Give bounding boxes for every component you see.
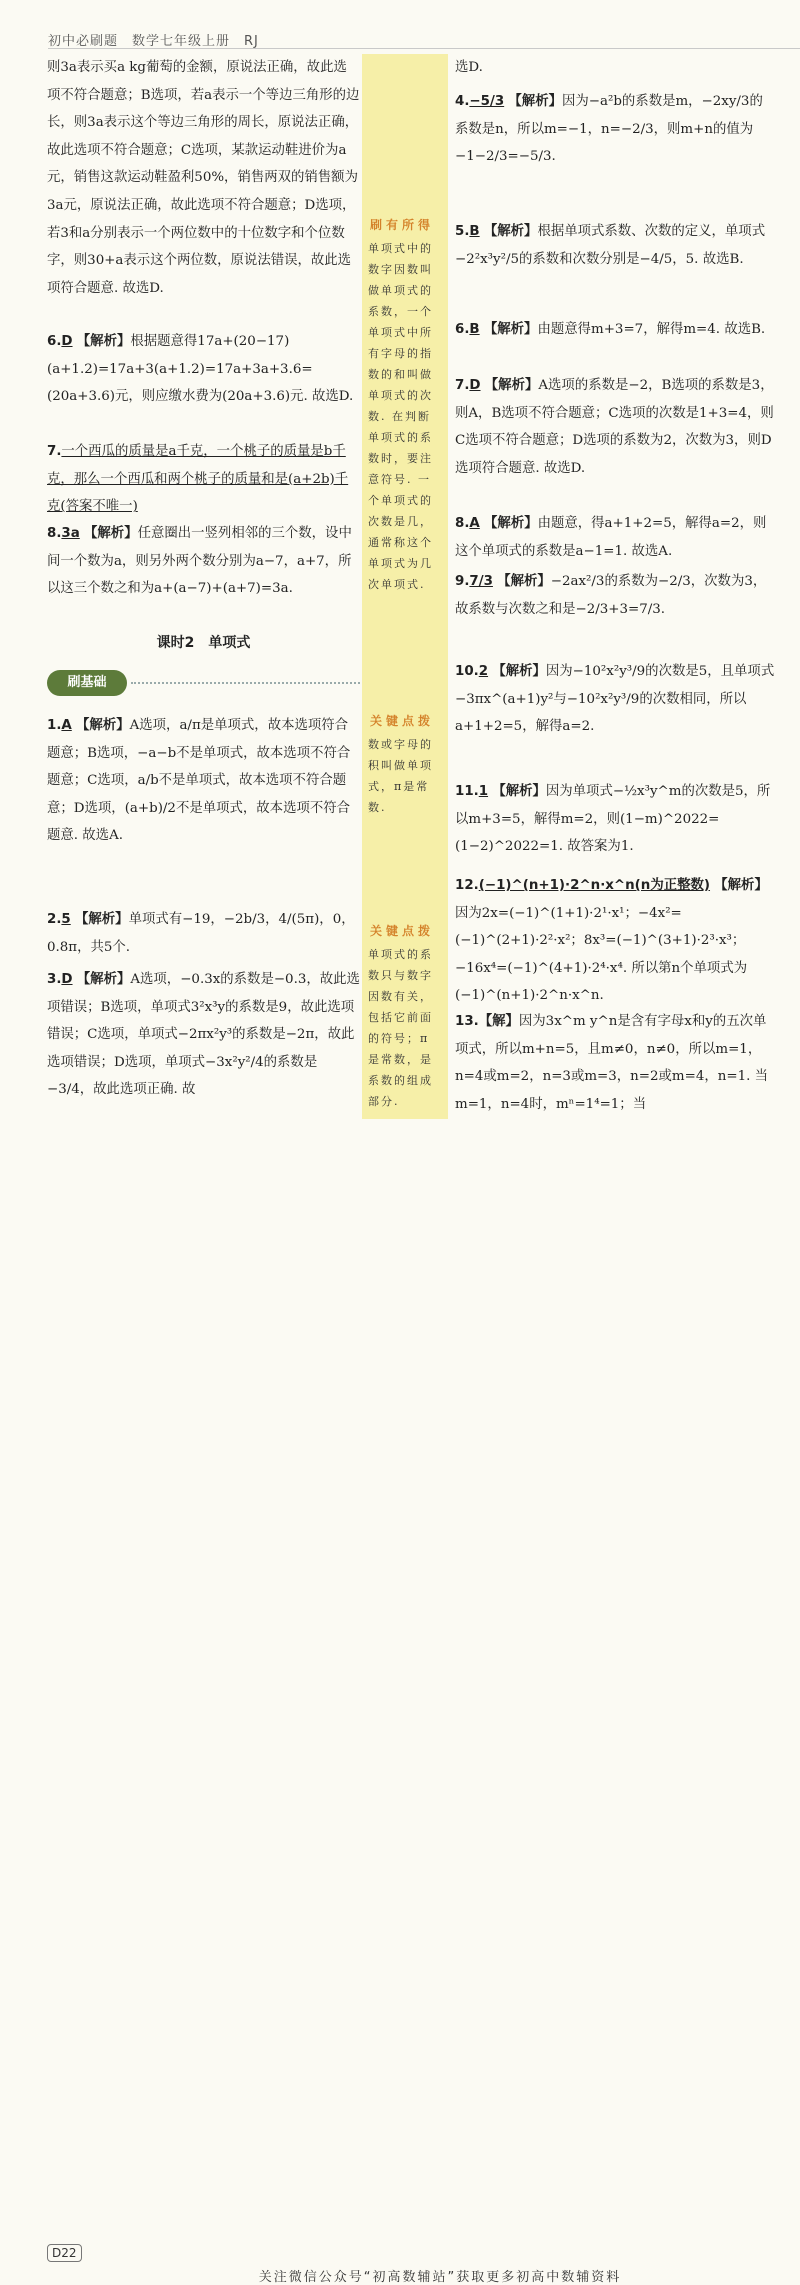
item-number: 1. (47, 718, 62, 733)
item-number: 12. (455, 878, 479, 893)
item-number: 8. (455, 516, 470, 531)
answer-item-5 (455, 218, 775, 273)
tip-title-keypoint-1: 关键点拨 (370, 714, 435, 728)
item-answer: 1 (478, 784, 489, 799)
item-text: 由题意得m+3=7，解得m=4. 故选B. (537, 322, 766, 337)
item-answer: B (469, 322, 480, 337)
analysis-label: 【解析】 (76, 718, 130, 733)
item-number: 13. (455, 1014, 479, 1029)
analysis-label: 【解析】 (75, 912, 129, 927)
answer-item-8r (455, 510, 775, 565)
item-answer: D (469, 378, 481, 393)
left-intro-text: 则3a表示买a kg葡萄的金额，原说法正确，故此选项不符合题意；B选项，若a表示一个等边三角形的边长，则3a表示这个等边三角形的周长，原说法正确，故此选项不符合题意；C选项，某款运动鞋进价为a元，销售这款运动鞋盈利50%，销售两双的销售额为3a元，原说法正确，故此选项不符合题意；D选项，若3和a分别表示一个两位数中的十位数字和个位数字，则30+a表示这个两位数，原说法错误，故此选项符合题意. 故选D. (47, 60, 360, 296)
item-answer: A (61, 718, 72, 733)
item-text: 因为2x=(−1)^(1+1)·2¹·x¹；−4x²=(−1)^(2+1)·2²·x²；8x³=(−1)^(3+1)·2³·x³；−16x⁴=(−1)^(4+1)·2⁴·x⁴. 所以第n个单项式为(−1)^(n+1)·2^n·x^n. (455, 905, 748, 1004)
analysis-label: 【解析】 (492, 784, 546, 799)
item-number: 7. (455, 378, 470, 393)
analysis-label: 【解析】 (483, 224, 538, 239)
left-intro (47, 54, 360, 302)
tips-sidebar (362, 54, 448, 1119)
item-answer: −5/3 (469, 94, 505, 109)
answer-item-8 (47, 520, 360, 603)
right-top-text: 选D. (455, 60, 483, 75)
answer-item-12 (455, 872, 775, 1010)
tip-title-keypoint-2: 关键点拨 (370, 924, 435, 938)
answer-item-6r (455, 316, 775, 344)
item-text: 根据题意得17a+(20−17)(a+1.2)=17a+3(a+1.2)=17a+3a+3.6=(20a+3.6)元，则应缴水费为(20a+3.6)元. 故选D. (47, 334, 354, 405)
item-answer: (−1)^(n+1)·2^n·x^n(n为正整数) (478, 878, 711, 893)
item-number: 7. (47, 444, 62, 459)
item-number: 3. (47, 972, 62, 987)
item-text: 因为单项式−½x³y^m的次数是5，所以m+3=5，解得m=2，则(1−m)^2022=(1−2)^2022=1. 故答案为1. (455, 784, 771, 855)
analysis-label: 【解析】 (484, 378, 539, 393)
item-number: 4. (455, 94, 470, 109)
item-number: 6. (47, 334, 62, 349)
answer-item-11 (455, 778, 775, 861)
tip-summary-text: 单项式中的数字因数叫做单项式的系数，一个单项式中所有字母的指数的和叫做单项式的次数. 在判断单项式的系数时，要注意符号. 一个单项式的次数是几，通常称这个单项式为几次单项式. (368, 242, 433, 591)
item-number: 8. (47, 526, 62, 541)
answer-item-6 (47, 328, 360, 411)
item-number: 9. (455, 574, 470, 589)
analysis-label: 【解析】 (497, 574, 551, 589)
item-number: 11. (455, 784, 479, 799)
answer-item-10 (455, 658, 775, 741)
item-answer: 3a (61, 526, 80, 541)
item-answer: 5 (61, 912, 71, 927)
item-text: 因为3x^m y^n是含有字母x和y的五次单项式，所以m+n=5，且m≠0，n≠0，所以m=1，n=4或m=2，n=3或m=3，n=2或m=4，n=1. 当m=1，n=4时，mⁿ=1⁴=1；当 (455, 1014, 769, 1112)
answer-item-9 (455, 568, 775, 623)
item-text: A选项的系数是−2，B选项的系数是3，则A，B选项不符合题意；C选项的次数是1+3=4，则C选项不符合题意；D选项的系数为2，次数为3，则D选项符合题意. 故选D. (455, 378, 774, 476)
basic-item-2 (47, 906, 360, 961)
basic-item-1 (47, 712, 360, 850)
item-text: A选项，a/π是单项式，故本选项符合题意；B选项，−a−b不是单项式，故本选项不符合题意；C选项，a/b不是单项式，故本选项不符合题意；D选项，(a+b)/2不是单项式，故本选项不符合题意. 故选A. (47, 718, 351, 844)
item-answer: D (61, 972, 73, 987)
item-answer: 7/3 (469, 574, 493, 589)
tip-keypoint-1-text: 数或字母的积叫做单项式，π是常数. (368, 738, 433, 814)
item-text: 由题意，得a+1+2=5，解得a=2，则这个单项式的系数是a−1=1. 故选A. (455, 516, 767, 559)
item-text: 因为−a²b的系数是m，−2xy/3的系数是n，所以m=−1，n=−2/3，则m+n的值为−1−2/3=−5/3. (455, 94, 763, 165)
header-rule (48, 48, 800, 49)
item-answer: D (61, 334, 73, 349)
basic-item-3 (47, 966, 360, 1104)
item-text: 任意圈出一竖列相邻的三个数，设中间一个数为a，则另外两个数分别为a−7，a+7，所以这三个数之和为a+(a−7)+(a+7)=3a. (47, 526, 352, 597)
item-number: 6. (455, 322, 470, 337)
answer-item-13 (455, 1008, 775, 1118)
item-text: 根据单项式系数、次数的定义，单项式−2²x³y²/5的系数和次数分别是−4/5，5. 故选B. (455, 224, 766, 267)
analysis-label: 【解析】 (76, 334, 131, 349)
page-footer (0, 1120, 800, 2285)
item-number: 10. (455, 664, 479, 679)
analysis-label: 【解析】 (84, 526, 138, 541)
analysis-label: 【解析】 (714, 878, 768, 893)
item-text: A选项，−0.3x的系数是−0.3，故此选项错误；B选项，单项式3²x³y的系数是9，故此选项错误；C选项，单项式−2πx²y³的系数是−2π，故此选项错误；D选项，单项式−3x²y²/4的系数是−3/4，故此选项正确. 故 (47, 972, 360, 1098)
item-text: −2ax²/3的系数为−2/3，次数为3，故系数与次数之和是−2/3+3=7/3. (455, 574, 767, 617)
item-text: 一个西瓜的质量是a千克，一个桃子的质量是b千克，那么一个西瓜和两个桃子的质量和是(a+2b)千克(答案不唯一) (47, 444, 349, 515)
analysis-label: 【解】 (478, 1014, 519, 1029)
lesson-subtitle: 课时2 单项式 (156, 635, 251, 651)
answer-item-7 (47, 438, 360, 521)
item-answer: 2 (478, 664, 489, 679)
tip-title-summary: 刷有所得 (370, 218, 435, 232)
item-answer: B (469, 224, 480, 239)
analysis-label: 【解析】 (76, 972, 131, 987)
item-text: 因为−10²x²y³/9的次数是5，且单项式−3πx^(a+1)y²与−10²x²y³/9的次数相同，所以a+1+2=5，解得a=2. (455, 664, 775, 735)
page-header (0, 0, 800, 48)
analysis-label: 【解析】 (492, 664, 546, 679)
answer-item-7r (455, 372, 775, 482)
item-number: 5. (455, 224, 470, 239)
analysis-label: 【解析】 (484, 516, 538, 531)
section-badge: 刷基础 (47, 670, 127, 696)
tip-keypoint-2-text: 单项式的系数只与数字因数有关，包括它前面的符号；π是常数，是系数的组成部分. (368, 948, 433, 1108)
section-divider (131, 682, 360, 684)
item-answer: A (469, 516, 480, 531)
item-number: 2. (47, 912, 62, 927)
answer-item-4 (455, 88, 775, 171)
analysis-label: 【解析】 (483, 322, 538, 337)
header-title: 初中必刷题 数学七年级上册 RJ (48, 34, 259, 49)
page-number: D22 (47, 2244, 82, 2262)
item-text: 单项式有−19，−2b/3，4/(5π)，0，0.8π，共5个. (47, 912, 355, 955)
analysis-label: 【解析】 (508, 94, 562, 109)
footer-note: 关注微信公众号“初高数辅站”获取更多初高中数辅资料 (258, 2270, 622, 2285)
